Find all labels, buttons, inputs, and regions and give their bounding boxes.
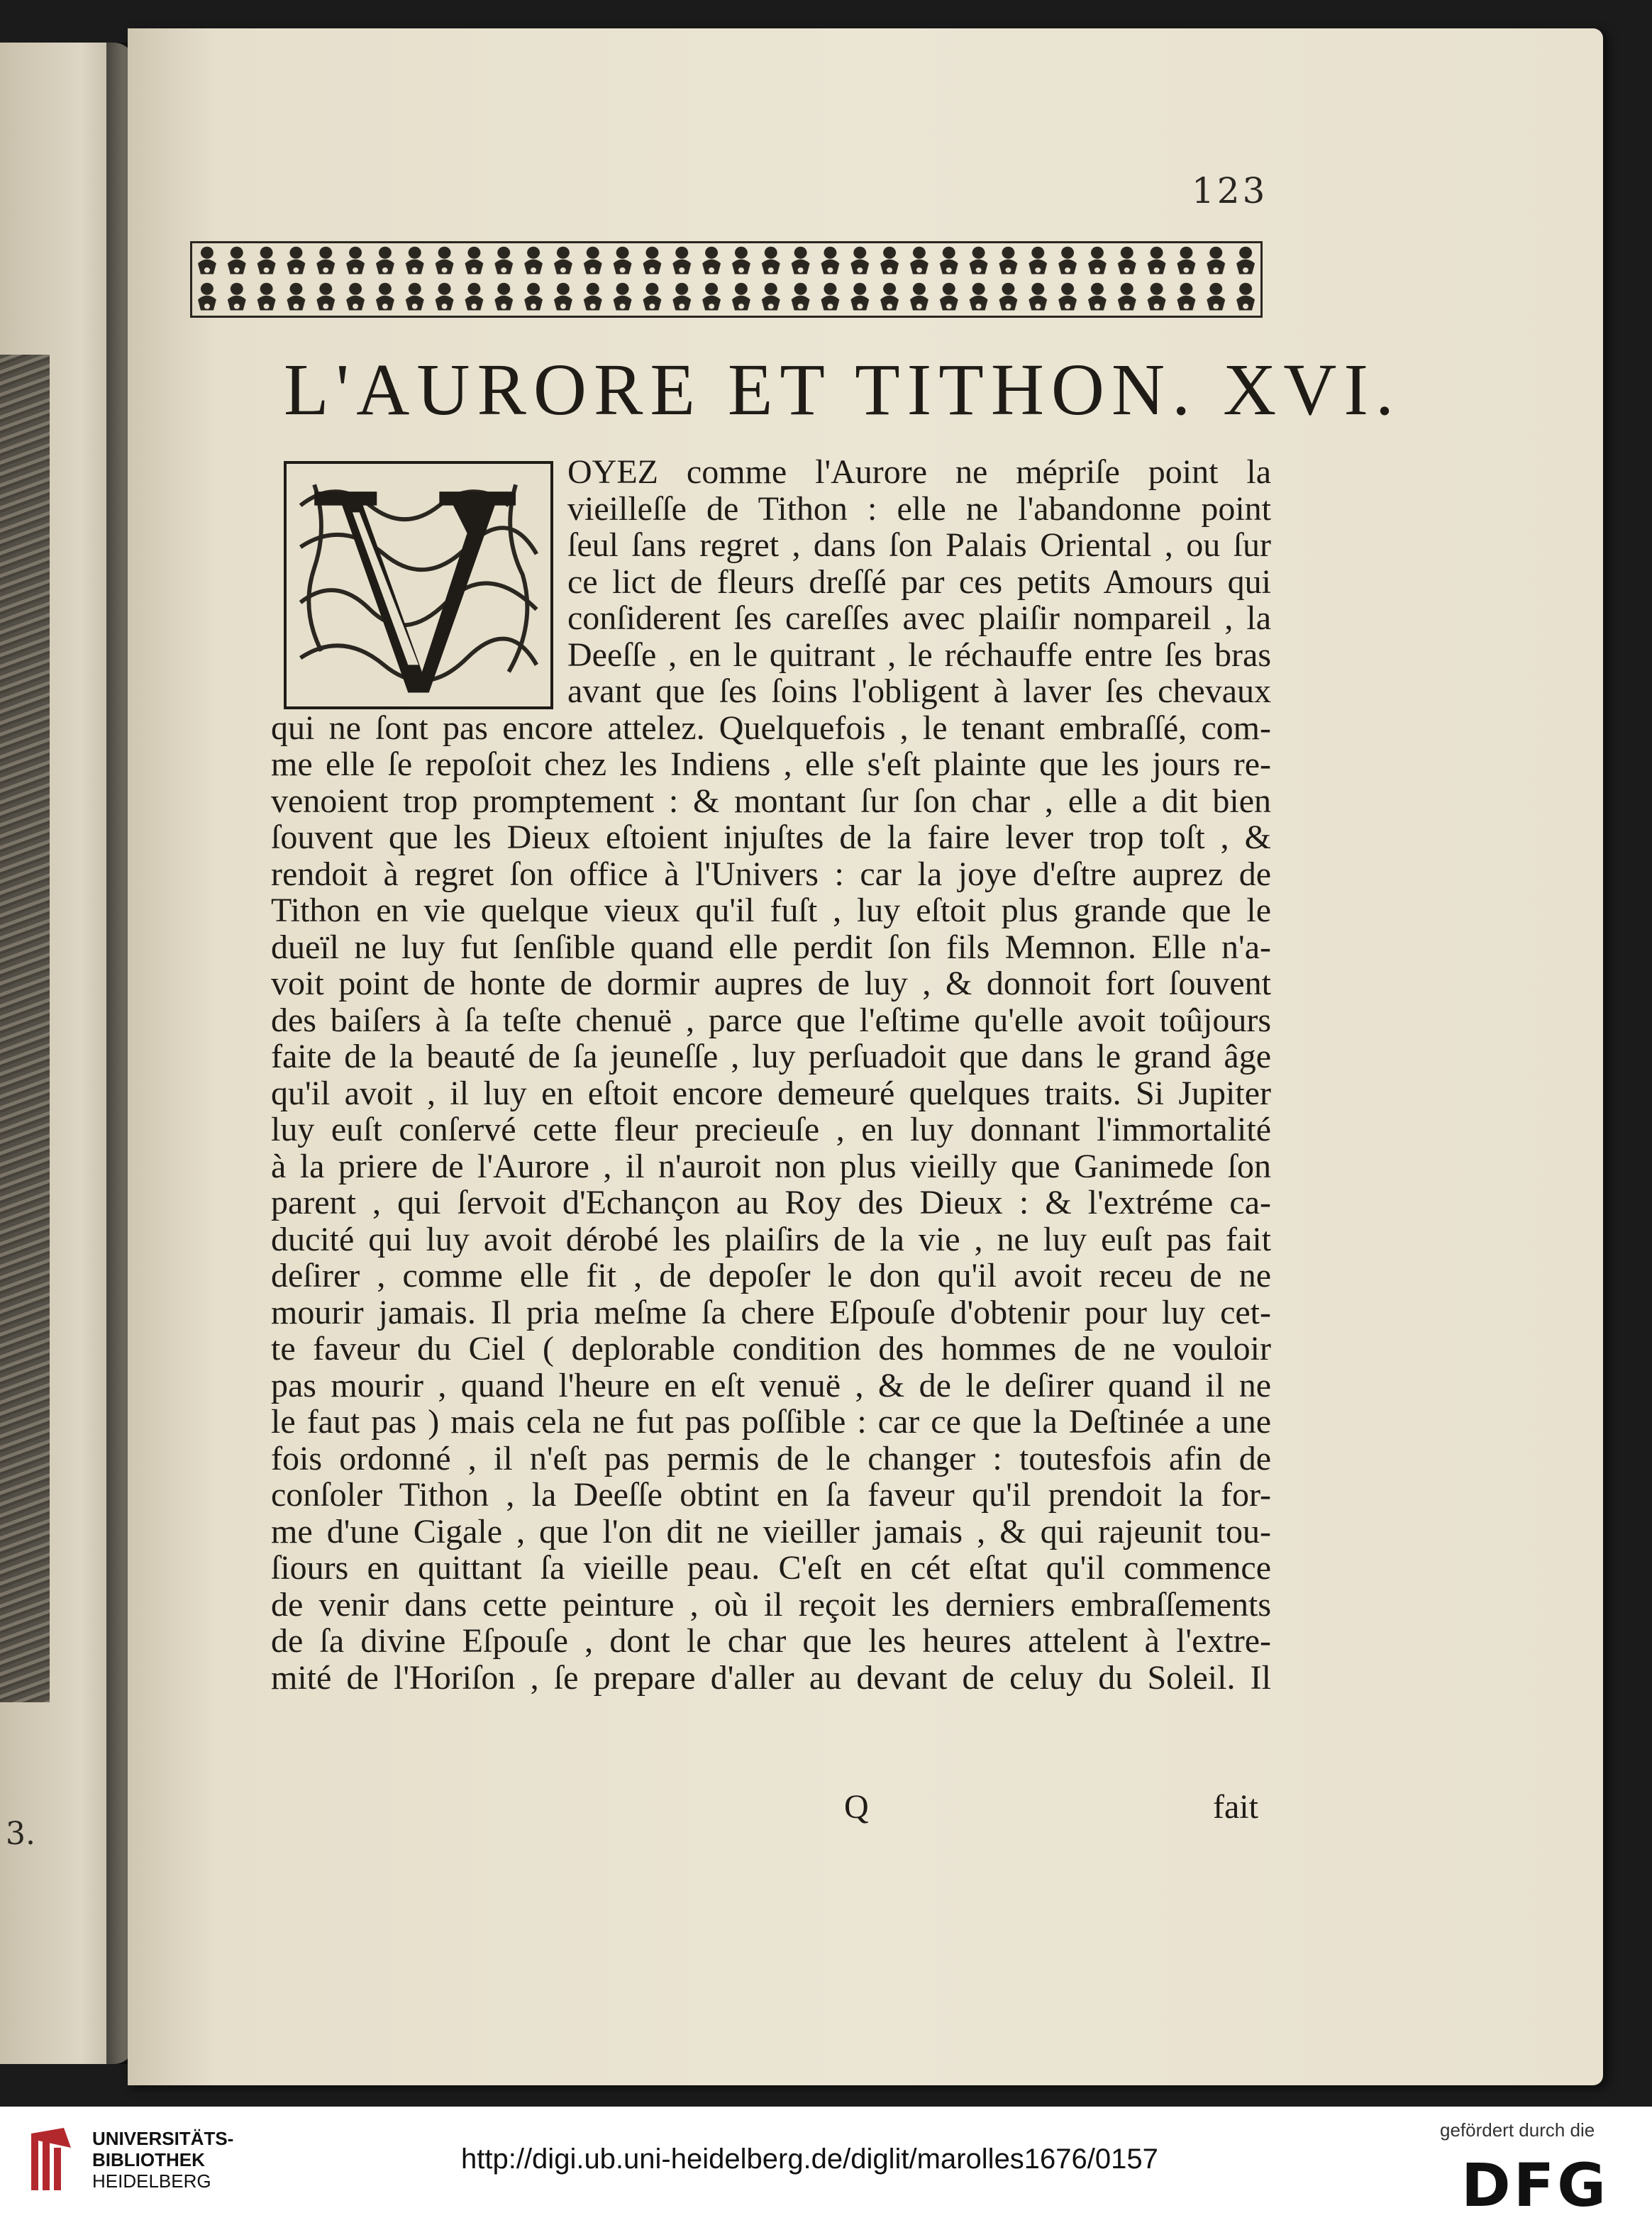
text-line: ſouvent que les Dieux eſtoient injuſtes de la faire lever trop toſt , & [271, 819, 1271, 856]
page-title: L'AURORE ET TITHON. XVI. [284, 349, 1401, 431]
signature-mark: Q [844, 1788, 869, 1826]
dfg-logo[interactable]: DFG [1461, 2151, 1609, 2220]
text-line: de venir dans cette peinture , où il reçoit les derniers embraſſements [271, 1586, 1271, 1623]
text-line: fois ordonné , il n'eſt pas permis de le changer : toutesfois afin de [271, 1440, 1271, 1477]
left-page-engraving [0, 355, 50, 1702]
text-line: qu'il avoit , il luy en eſtoit encore demeuré quelques traits. Si Jupiter [271, 1075, 1271, 1111]
sponsor-label: gefördert durch die [1440, 2119, 1595, 2141]
library-name-line3: HEIDELBERG [92, 2170, 211, 2192]
text-line: rendoit à regret ſon office à l'Univers : car la joye d'eſtre auprez de [271, 855, 1271, 892]
text-line: venoient trop promptement : & montant ſur ſon char , elle a dit bien [271, 782, 1271, 819]
text-line: ce lict de fleurs dreſſé par ces petits Amours qui [567, 563, 1271, 600]
library-name[interactable] [92, 2128, 233, 2192]
text-line: faite de la beauté de ſa jeuneſſe , luy perſuadoit que dans le grand âge [271, 1038, 1271, 1075]
text-line: des baiſers à ſa teſte chenuë , parce que l'eſtime qu'elle avoit toûjours [271, 1002, 1271, 1038]
text-line: conſiderent ſes careſſes avec plaiſir nompareil , la [567, 600, 1271, 637]
text-line: le faut pas ) mais cela ne fut pas poſſible : car ce que la Deſtinée a une [271, 1404, 1271, 1441]
library-name-line1: UNIVERSITÄTS- [92, 2128, 234, 2149]
text-line: mourir jamais. Il pria meſme ſa chere Eſpouſe d'obtenir pour luy cet- [271, 1294, 1271, 1331]
text-line: me elle ſe repoſoit chez les Indiens , elle s'eſt plainte que les jours re- [271, 746, 1271, 783]
text-line: te faveur du Ciel ( deplorable condition des hommes de ne vouloir [271, 1331, 1271, 1368]
text-line: dueïl ne luy fut ſenſible quand elle perdit ſon fils Memnon. Elle n'a- [271, 928, 1271, 965]
text-line: mité de l'Horiſon , ſe prepare d'aller au devant de celuy du Soleil. Il [271, 1659, 1271, 1696]
text-line: avant que ſes ſoins l'obligent à laver ſes chevaux [567, 673, 1271, 710]
left-page-mark: 3. [6, 1816, 35, 1852]
text-line: ſeul ſans regret , dans ſon Palais Oriental , ou ſur [567, 527, 1271, 564]
body-text [271, 454, 1271, 1696]
text-line: conſoler Tithon , la Deeſſe obtint en ſa faveur qu'il prendoit la for- [271, 1477, 1271, 1514]
library-logo-icon[interactable] [28, 2126, 78, 2197]
text-line: me d'une Cigale , que l'on dit ne vieiller jamais , & qui rajeunit tou- [271, 1513, 1271, 1550]
text-line: vieilleſſe de Tithon : elle ne l'abandonne point [567, 490, 1271, 527]
text-line: OYEZ comme l'Aurore ne mépriſe point la [567, 454, 1271, 491]
ornamental-headpiece [190, 241, 1263, 318]
text-line: luy euſt conſervé cette fleur precieuſe , en luy donnant l'immortalité [271, 1111, 1271, 1148]
text-line: pas mourir , quand l'heure en eſt venuë , & de le deſirer quand il ne [271, 1367, 1271, 1404]
text-line: Deeſſe , en le quitrant , le réchauffe entre ſes bras [567, 636, 1271, 673]
catchword: fait [1213, 1788, 1258, 1826]
text-line: à la priere de l'Aurore , il n'auroit non plus vieilly que Ganimede ſon [271, 1148, 1271, 1185]
text-line: voit point de honte de dormir aupres de luy , & donnoit fort ſouvent [271, 965, 1271, 1002]
text-line: ſiours en quittant ſa vieille peau. C'eſt en cét eſtat qu'il commence [271, 1550, 1271, 1587]
text-line: de ſa divine Eſpouſe , dont le char que les heures attelent à l'extre- [271, 1623, 1271, 1660]
permalink-url[interactable]: http://digi.ub.uni-heidelberg.de/diglit/marolles1676/0157 [461, 2143, 1158, 2175]
library-name-line2: BIBLIOTHEK [92, 2149, 205, 2170]
text-line: parent , qui ſervoit d'Echançon au Roy des Dieux : & l'extréme ca- [271, 1185, 1271, 1221]
text-line: deſirer , comme elle fit , de depoſer le don qu'il avoit receu de ne [271, 1258, 1271, 1294]
text-line: Tithon en vie quelque vieux qu'il fuſt , luy eſtoit plus grande que le [271, 892, 1271, 929]
page-number: 123 [1192, 170, 1268, 211]
text-line: ducité qui luy avoit dérobé les plaiſirs de la vie , ne luy euſt pas fait [271, 1221, 1271, 1258]
text-line: qui ne ſont pas encore attelez. Quelquefois , le tenant embraſſé, com- [271, 709, 1271, 746]
footer-bar [0, 2107, 1652, 2230]
